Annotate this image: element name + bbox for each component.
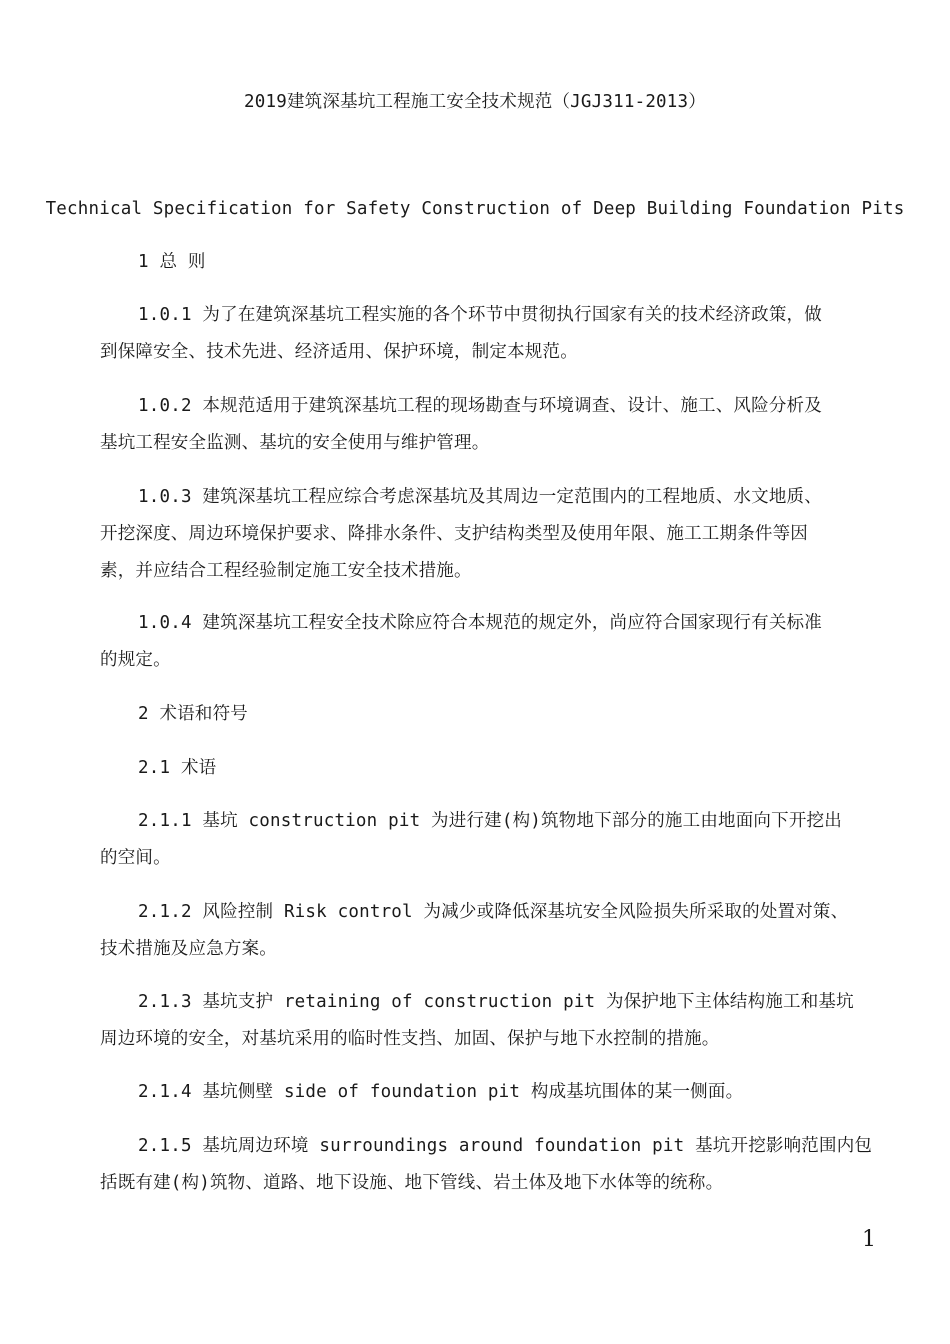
paragraph-line: 的空间。: [100, 848, 171, 868]
document-title: 2019建筑深基坑工程施工安全技术规范（JGJ311-2013）: [244, 92, 706, 112]
document-subtitle: Technical Specification for Safety Construction of Deep Building Foundation Pits: [45, 199, 905, 219]
section-heading: 2.1 术语: [138, 758, 217, 778]
chapter-heading: 1 总 则: [138, 252, 206, 272]
paragraph-line: 2.1.3 基坑支护 retaining of construction pit 为保护地下主体结构施工和基坑: [138, 992, 854, 1012]
chapter-heading: 2 术语和符号: [138, 704, 248, 724]
paragraph-line: 周边环境的安全，对基坑采用的临时性支挡、加固、保护与地下水控制的措施。: [100, 1029, 720, 1049]
page-number: 1: [862, 1227, 876, 1252]
paragraph-line: 1.0.1 为了在建筑深基坑工程实施的各个环节中贯彻执行国家有关的技术经济政策，做: [138, 305, 822, 325]
paragraph-line: 的规定。: [100, 650, 171, 670]
paragraph-line: 1.0.3 建筑深基坑工程应综合考虑深基坑及其周边一定范围内的工程地质、水文地质、: [138, 487, 822, 507]
paragraph-line: 2.1.1 基坑 construction pit 为进行建(构)筑物地下部分的施工由地面向下开挖出: [138, 811, 842, 831]
paragraph-line: 2.1.2 风险控制 Risk control 为减少或降低深基坑安全风险损失所采取的处置对策、: [138, 902, 849, 922]
paragraph-line: 1.0.4 建筑深基坑工程安全技术除应符合本规范的规定外，尚应符合国家现行有关标准: [138, 613, 822, 633]
paragraph-line: 开挖深度、周边环境保护要求、降排水条件、支护结构类型及使用年限、施工工期条件等因: [100, 524, 808, 544]
paragraph-line: 2.1.4 基坑侧壁 side of foundation pit 构成基坑围体的某一侧面。: [138, 1082, 744, 1102]
paragraph-line: 基坑工程安全监测、基坑的安全使用与维护管理。: [100, 433, 490, 453]
paragraph-line: 到保障安全、技术先进、经济适用、保护环境，制定本规范。: [100, 342, 578, 362]
paragraph-line: 1.0.2 本规范适用于建筑深基坑工程的现场勘查与环境调查、设计、施工、风险分析及: [138, 396, 822, 416]
paragraph-line: 技术措施及应急方案。: [100, 939, 277, 959]
paragraph-line: 2.1.5 基坑周边环境 surroundings around foundation pit 基坑开挖影响范围内包: [138, 1136, 873, 1156]
paragraph-line: 素，并应结合工程经验制定施工安全技术措施。: [100, 561, 472, 581]
paragraph-line: 括既有建(构)筑物、道路、地下设施、地下管线、岩土体及地下水体等的统称。: [100, 1173, 724, 1193]
